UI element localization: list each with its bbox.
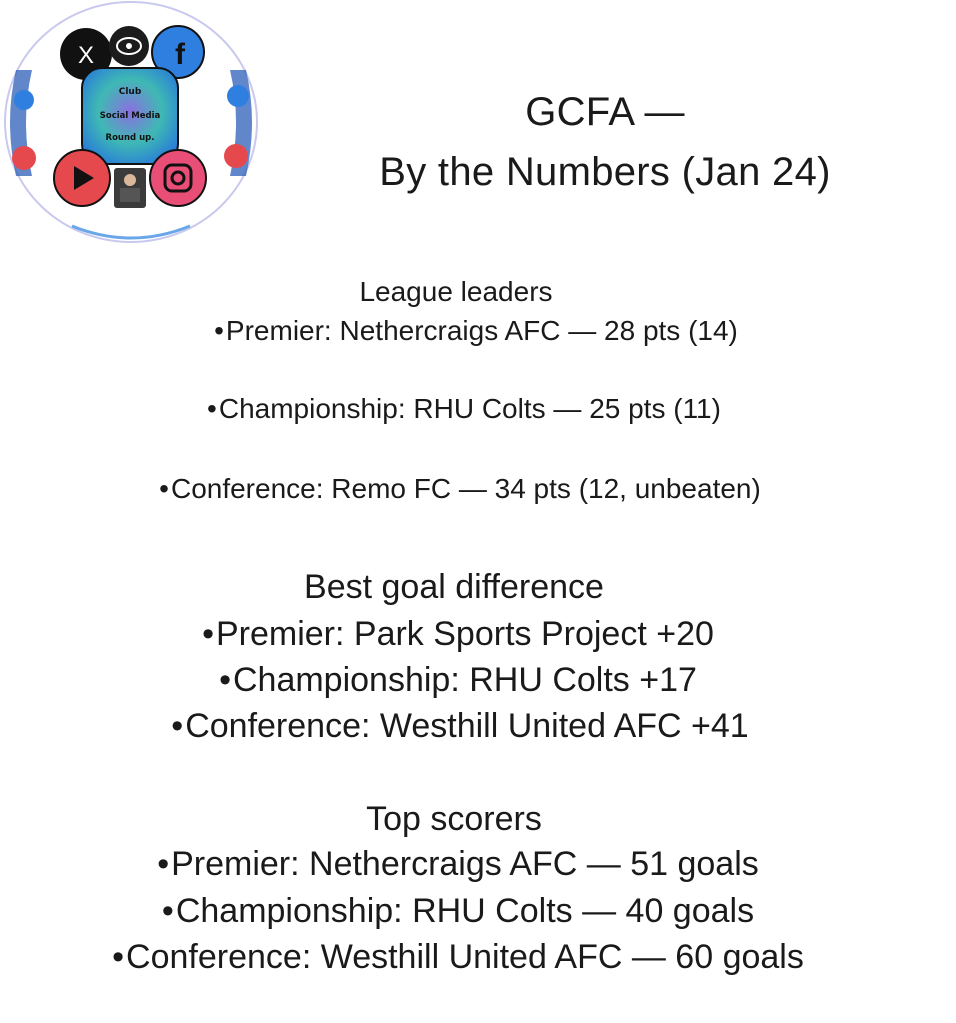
list-item (0, 707, 938, 746)
bullet: • (219, 661, 231, 699)
list-item-text: Championship: RHU Colts +17 (232, 661, 697, 699)
bullet: • (159, 473, 169, 504)
list-item (0, 393, 942, 425)
list-item-text: Conference: Westhill United AFC — 60 goals (126, 938, 804, 976)
logo-line-3: Round up. (105, 133, 155, 143)
bullet: • (161, 892, 174, 930)
list-item (0, 315, 954, 347)
list-item-text: Premier: Nethercraigs AFC — 51 goals (171, 845, 759, 883)
goal-difference-heading: Best goal difference (304, 568, 604, 606)
list-item (0, 892, 936, 931)
logo-line-1: Club (118, 87, 142, 97)
title-line-1: GCFA — (525, 90, 685, 134)
bullet: • (112, 938, 125, 976)
list-item-text: Premier: Nethercraigs AFC — 28 pts (14) (225, 315, 738, 346)
list-item-text: Conference: Remo FC — 34 pts (12, unbeaten) (170, 473, 761, 504)
page-title (290, 82, 920, 202)
list-item-text: Championship: RHU Colts — 40 goals (175, 892, 755, 930)
top-scorers-heading: Top scorers (366, 800, 542, 838)
list-item (0, 615, 936, 654)
bullet: • (202, 615, 214, 653)
list-item-text: Conference: Westhill United AFC +41 (185, 707, 749, 745)
youtube-icon (54, 150, 110, 206)
list-item (0, 938, 936, 977)
bullet: • (214, 315, 224, 346)
bullet: • (207, 393, 217, 424)
list-item (0, 661, 936, 700)
globe-icon (109, 26, 149, 66)
club-social-media-logo (2, 0, 260, 248)
list-item (0, 845, 936, 884)
title-line-2: By the Numbers (Jan 24) (379, 150, 831, 194)
bullet: • (157, 845, 170, 883)
list-item (0, 473, 938, 505)
tiktok-icon (114, 168, 146, 208)
bullet: • (171, 707, 184, 745)
logo-line-2: Social Media (99, 111, 161, 121)
list-item-text: Premier: Park Sports Project +20 (215, 615, 714, 653)
instagram-icon (150, 150, 206, 206)
league-leaders-heading: League leaders (359, 276, 553, 307)
list-item-text: Championship: RHU Colts — 25 pts (11) (218, 393, 721, 424)
svg-text:f: f (175, 38, 185, 71)
svg-text:X: X (77, 42, 95, 69)
